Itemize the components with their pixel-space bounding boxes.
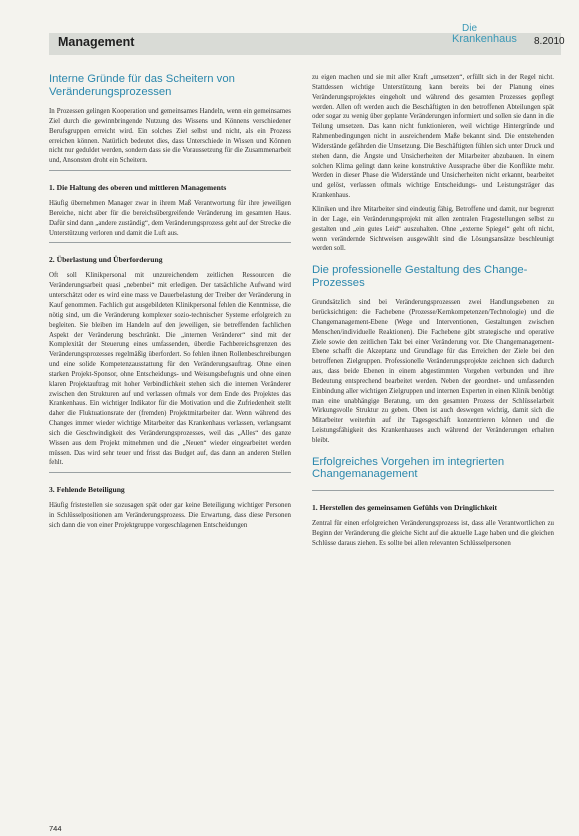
paragraph: zu eigen machen und sie mit aller Kraft „umsetzen“, erfüllt sich in der Regel nicht. Stattdessen wichtige Unterstützung kann bereits bei der Planung eines Veränderungsprojektes eingeholt und während des gesamten Prozesses gepflegt werden. Allen oft werden auch die Beschäftigten in den betroffenen Abteilungen spät oder sogar zu wenig über geplante Veränderungen informiert und sollen sie dann in die Teilung umsetzen. Das kann nicht funktionieren, weil wichtige Hintergründe und Rahmenbedingungen nicht in ausreichendem Maße bekannt sind. Die entstehenden Widerstände gefährden die Umsetzung. Die Beschäftigten fühlen sich unter Druck und stehen dann, die Ängste und Unsicherheiten der Mitarbeiter abzubauen. In einem solchen Klima gelingt dann keine konstruktive Aussprache über die Konflikte mehr. Werden in dieser Phase die Widerstände und Unsicherheiten nicht erkannt, bearbeitet und gelöst, verlassen oftmals wichtige Entscheidungs- und Leistungsträger das Krankenhaus. (312, 74, 554, 200)
page-number: 744 (49, 824, 62, 833)
logo-title: Krankenhaus (452, 33, 517, 45)
logo-prefix: Die (462, 23, 478, 34)
magazine-logo (452, 23, 532, 53)
section-heading: Erfolgreiches Vorgehen im integrierten Changemanagement (312, 455, 505, 481)
divider (312, 490, 554, 491)
paragraph: Häufig fristestellen sie sozusagen spät oder gar keine Beteiligung wichtiger Personen in Schlüsselpositionen am Veränderungsprozess. Die Erwartung, dass diese Personen sich dann die von einer Projektgruppe vorgeschlagenen Entscheidungen (49, 502, 291, 529)
section-title: Management (58, 35, 135, 49)
paragraph: In Prozessen gelingen Kooperation und gemeinsames Handeln, wenn ein gemeinsames Ziel durch die gewinnbringende Nutzung des Wissens und Könnens verschiedener Berufsgruppen erreicht wird. Ein solches Ziel selbst und nicht, als ein Prozess erreichen können. Natürlich bedeutet dies, dass Unterschiede in Wissen und Können nicht nur geduldet werden, sondern dass sie die Voraussetzung für die Zusammenarbeit und, Ansonsten droht ein Scheitern. (49, 108, 291, 165)
divider (49, 472, 291, 473)
paragraph: Oft soll Klinikpersonal mit unzureichendem zeitlichen Ressourcen die Veränderungsarbeit quasi „nebenbei“ mit erledigen. Der tatsächliche Aufwand wird unterschätzt oder es wird eine mass ve Dauerbelastung der Treiber der Veränderung in Kauf genommen. Fachlich gut ausgebildeten Klinikpersonal fehlen die Kenntnisse, die nötig sind, um die Veränderung komplexer sozio-technischer Systeme erfolgreich zu begleiten. Sie bleiben im Handeln auf den jeweiligen, sie betreffenden fachlichen Aspekt der Veränderung beschränkt. Die „internen Veränderer“ sind mit der Komplexität der Steuerung eines umfassenden, überdie Fachbereichsgrenzen des Veränderungsprozesses regelmäßig überfordert. So fehlen ihnen Rollenbeschreibungen und eine solide Kompetenzausstattung für den Veränderungsauftrag. Ohne einen starken Projekt-Sponsor, ohne Entscheidungs- und Weisungsbefugnis und ohne einen klaren Projektauftrag mit hoher Verbindlichkeit stehen sich die internen Veränderer zwischen den Strukturen auf und verlassen oftmals vor dem Ende des Projektes das Krankenhaus. Ein wichtiger Indikator für die Motivation und die Zufriedenheit stellt daher die Fluktuationsrate der (fremden) Projektmitarbeiter dar. Wenn während des Changes immer wieder wichtige Mitarbeiter das Krankenhaus verlassen, verlangsamt sich die Geschwindigkeit des Veränderungsprozesses, weil das „Alles“ des ganze Wissen aus dem Projekt mitnehmen und die „Neuen“ wieder eingearbeitet werden müssen. Das wird sehr teuer und frisst das Budget auf, das dann an anderen Stellen fehlt. (49, 272, 291, 467)
divider (49, 242, 291, 243)
right-column (312, 73, 554, 552)
left-column (49, 73, 291, 535)
subheading: 3. Fehlende Beteiligung (49, 485, 125, 495)
divider (49, 170, 291, 171)
issue-number: 8.2010 (534, 36, 565, 47)
subheading: 1. Die Haltung des oberen und mittleren Managements (49, 183, 227, 193)
section-heading: Interne Gründe für das Scheitern von Veränderungsprozessen (49, 73, 235, 98)
subheading: 1. Herstellen des gemeinsamen Gefühls von Dringlichkeit (312, 502, 497, 512)
paragraph: Kliniken und ihre Mitarbeiter sind eindeutig fähig, Betroffene und damit, nur begrenzt in der Lage, ein Veränderungsprojekt mit allen zentralen Fragestellungen selbst zu gestalten und „ein gutes Leid“ auszuhalten. Ohne „externe Spiegel“ geht oft nicht, wenn verändernde Sichtweisen ausgewählt sind die Lösungsansätze beschleunigt werden soll. (312, 205, 554, 253)
paragraph: Grundsätzlich sind bei Veränderungsprozessen zwei Handlungsebenen zu berücksichtigen: die Fachebene (Prozesse/Kernkompetenzen/Technologie) und die Changemanagement-Ebene (Wege und Interventionen, Gestaltungen zwischen Menschen/individuelle Reaktionen). Die Fachebene gibt strategische und operative Ziele sowie den zeitlichen Takt bei einer Veränderung vor. Die Changemanagement-Ebene schafft die Akzeptanz und Grundlage für das Erreichen der Ziele bei den betroffenen Zielgruppen. Professionelle Veränderungsprojekte zeichnen sich dadurch aus, dass beide Ebenen in einem abgestimmten Vorgehen verbunden und ihre Bedeutung entsprechend bearbeitet werden. Neben der geordnet- und umfassenden Einbindung aller wichtigen Zielgruppen und internen Experten in einen Klinik benötigt man eine unabhängige Beratung, um den gesamten Prozess der Schlüsselarbeit Wirkungsvolle Struktur zu geben. Oben ist auch deswegen wichtig, damit sich die Mitarbeiter weiterhin auf ihr Tagesgeschäft konzentrieren können und die Leistungsfähigkeit des Krankenhauses auch während der Veränderungen erhalten bleibt. (312, 299, 554, 444)
paragraph: Zentral für einen erfolgreichen Veränderungsprozess ist, dass alle Verantwortlichen zu Beginn der Veränderung die gleiche Sicht auf die aktuelle Lage haben und die gleichen Schlüsse daraus ziehen. Es sollte bei allen relevanten Schlüsselpersonen (312, 519, 554, 547)
section-heading: Die professionelle Gestaltung des Change-Prozesses (312, 264, 528, 289)
subheading: 2. Überlastung und Überforderung (49, 255, 163, 265)
paragraph: Häufig übernehmen Manager zwar in ihrem Maß Verantwortung für ihre jeweiligen Bereiche, nicht aber für die bereichsübergreifende Veränderung im gesamten Haus. Dafür sind dann „andere zuständig“, dem Veränderungsprozess geht auf der Strecke die Unterstützung verloren und damit die Luft aus. (49, 200, 291, 237)
